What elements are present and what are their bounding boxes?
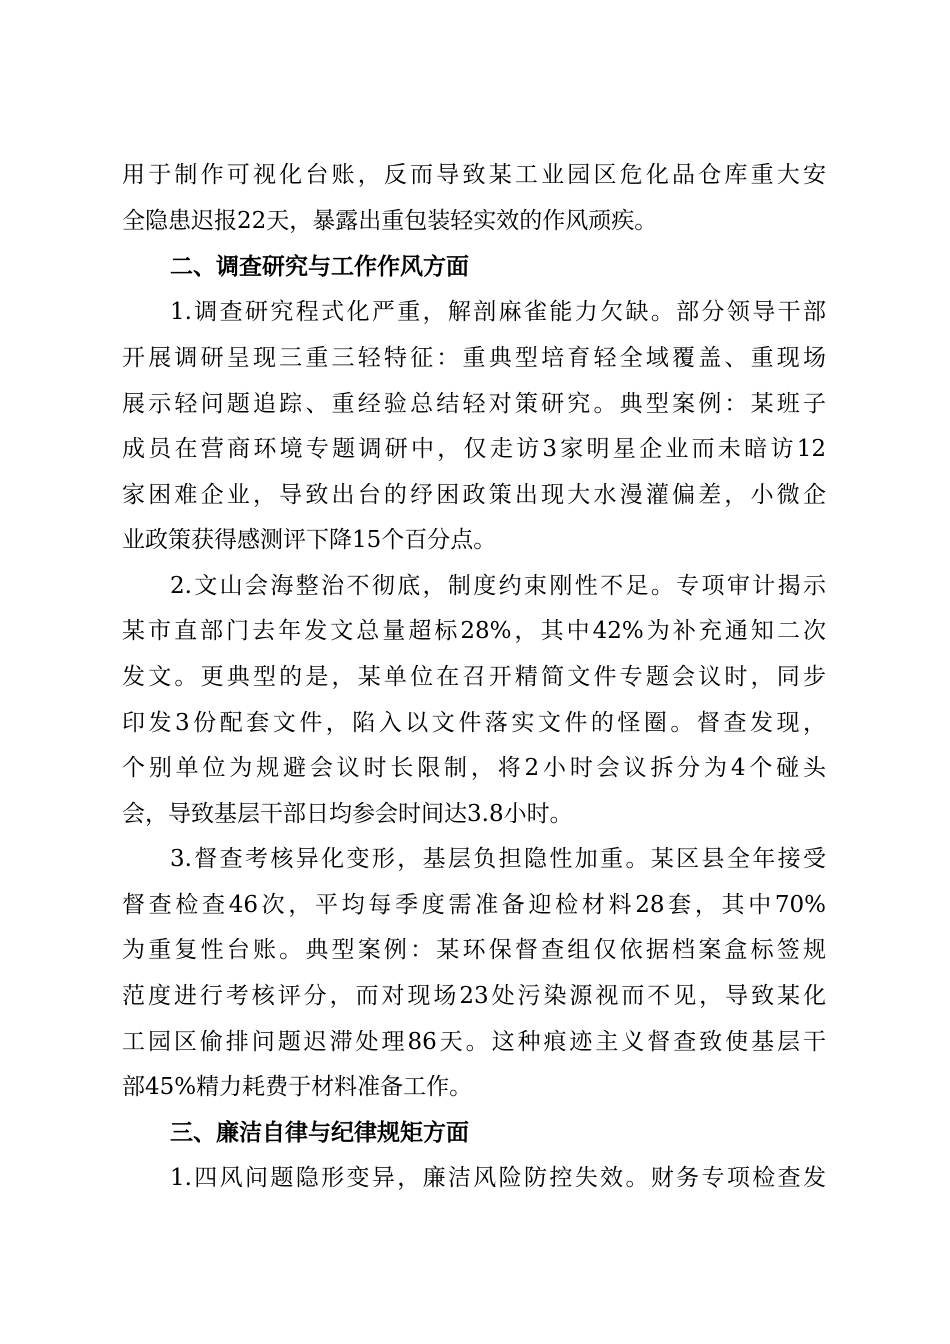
body-text-line: 全隐患迟报22天，暴露出重包装轻实效的作风顽疾。 (122, 208, 658, 234)
body-text-line: 某市直部门去年发文总量超标28%，其中42%为补充通知二次 (122, 618, 826, 644)
body-text-line: 个别单位为规避会议时长限制，将2小时会议拆分为4个碰头 (122, 755, 826, 781)
paragraph-first-line: 1.调查研究程式化严重，解剖麻雀能力欠缺。部分领导干部 (170, 299, 826, 325)
body-text-line: 成员在营商环境专题调研中，仅走访3家明星企业而未暗访12 (122, 436, 826, 462)
body-text-line: 督查检查46次，平均每季度需准备迎检材料28套，其中70% (122, 892, 826, 918)
body-text-line: 范度进行考核评分，而对现场23处污染源视而不见，导致某化 (122, 983, 826, 1009)
body-text-line: 家困难企业，导致出台的纾困政策出现大水漫灌偏差，小微企 (122, 482, 826, 508)
body-text-line: 开展调研呈现三重三轻特征：重典型培育轻全域覆盖、重现场 (122, 345, 826, 371)
paragraph-first-line: 1.四风问题隐形变异，廉洁风险防控失效。财务专项检查发 (170, 1165, 826, 1191)
paragraph-first-line: 2.文山会海整治不彻底，制度约束刚性不足。专项审计揭示 (170, 573, 826, 599)
body-text-line: 用于制作可视化台账，反而导致某工业园区危化品仓库重大安 (122, 162, 826, 188)
body-text-line: 展示轻问题追踪、重经验总结轻对策研究。典型案例：某班子 (122, 391, 826, 417)
body-text-line: 部45%精力耗费于材料准备工作。 (122, 1074, 473, 1100)
section-heading: 二、调查研究与工作作风方面 (170, 254, 469, 280)
paragraph-first-line: 3.督查考核异化变形，基层负担隐性加重。某区县全年接受 (170, 846, 826, 872)
section-heading: 三、廉洁自律与纪律规矩方面 (170, 1120, 469, 1146)
body-text-line: 工园区偷排问题迟滞处理86天。这种痕迹主义督查致使基层干 (122, 1029, 826, 1055)
body-text-line: 会，导致基层干部日均参会时间达3.8小时。 (122, 801, 573, 827)
body-text-line: 印发3份配套文件，陷入以文件落实文件的怪圈。督查发现， (122, 710, 826, 736)
body-text-line: 发文。更典型的是，某单位在召开精简文件专题会议时，同步 (122, 664, 826, 690)
body-text-line: 业政策获得感测评下降15个百分点。 (122, 527, 497, 553)
body-text-line: 为重复性台账。典型案例：某环保督查组仅依据档案盒标签规 (122, 937, 826, 963)
